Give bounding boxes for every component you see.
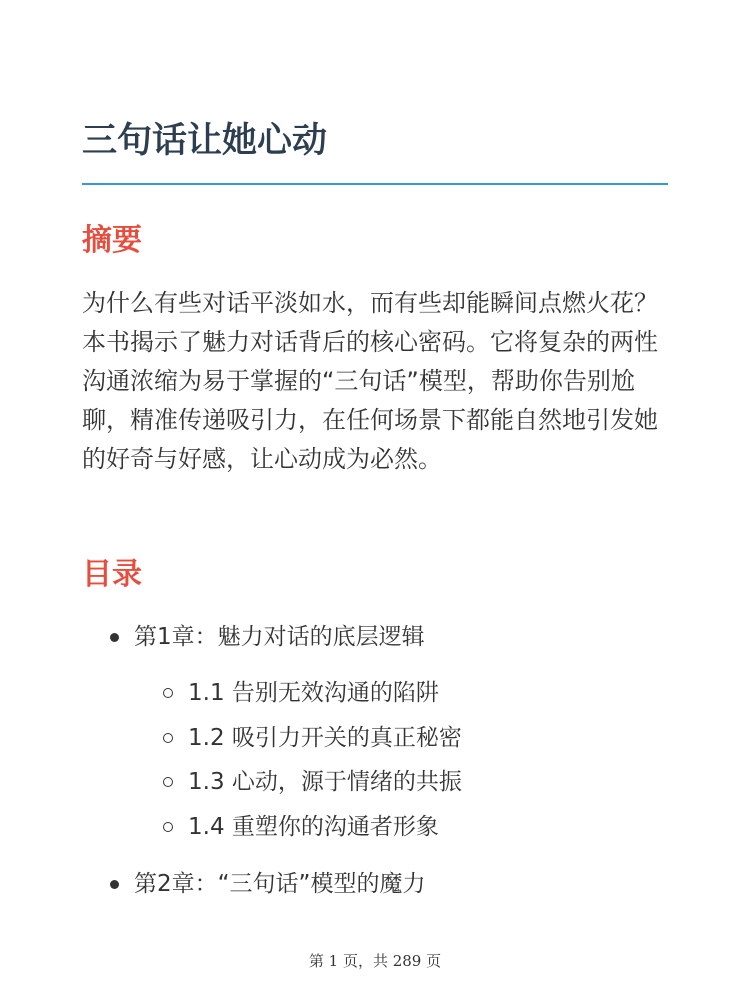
book-title: 三句话让她心动: [82, 121, 328, 161]
toc-section-1-3: [188, 765, 462, 799]
hollow-bullet-icon: [163, 733, 173, 743]
hollow-bullet-icon: [163, 688, 173, 698]
toc-chapter-1: [134, 620, 425, 654]
filled-bullet-icon: [110, 633, 119, 642]
page-footer: 第 1 页，共 289 页: [308, 952, 442, 970]
toc-section-label: 1.1 告别无效沟通的陷阱: [188, 680, 439, 706]
toc-section-1-4: [188, 810, 439, 844]
toc-section-label: 1.4 重塑你的沟通者形象: [188, 814, 439, 840]
toc-chapter-label: 第2章：“三句话”模型的魔力: [134, 871, 426, 897]
toc-section-1-2: [188, 721, 462, 755]
filled-bullet-icon: [110, 880, 119, 889]
toc-section-label: 1.3 心动，源于情绪的共振: [188, 769, 462, 795]
abstract-heading: 摘要: [82, 223, 142, 258]
hollow-bullet-icon: [163, 777, 173, 787]
hollow-bullet-icon: [163, 822, 173, 832]
toc-section-label: 1.2 吸引力开关的真正秘密: [188, 725, 462, 751]
toc-heading: 目录: [82, 557, 142, 592]
toc-section-1-1: [188, 676, 439, 710]
abstract-paragraph: 为什么有些对话平淡如水，而有些却能瞬间点燃火花？本书揭示了魅力对话背后的核心密码。它将复杂的两性沟通浓缩为易于掌握的“三句话”模型，帮助你告别尬聊，精准传递吸引力，在任何场景下都能自然地引发她的好奇与好感，让心动成为必然。: [82, 289, 658, 473]
toc-chapter-label: 第1章：魅力对话的底层逻辑: [134, 624, 425, 650]
title-divider: [82, 183, 668, 185]
toc-chapter-2: [134, 867, 425, 901]
